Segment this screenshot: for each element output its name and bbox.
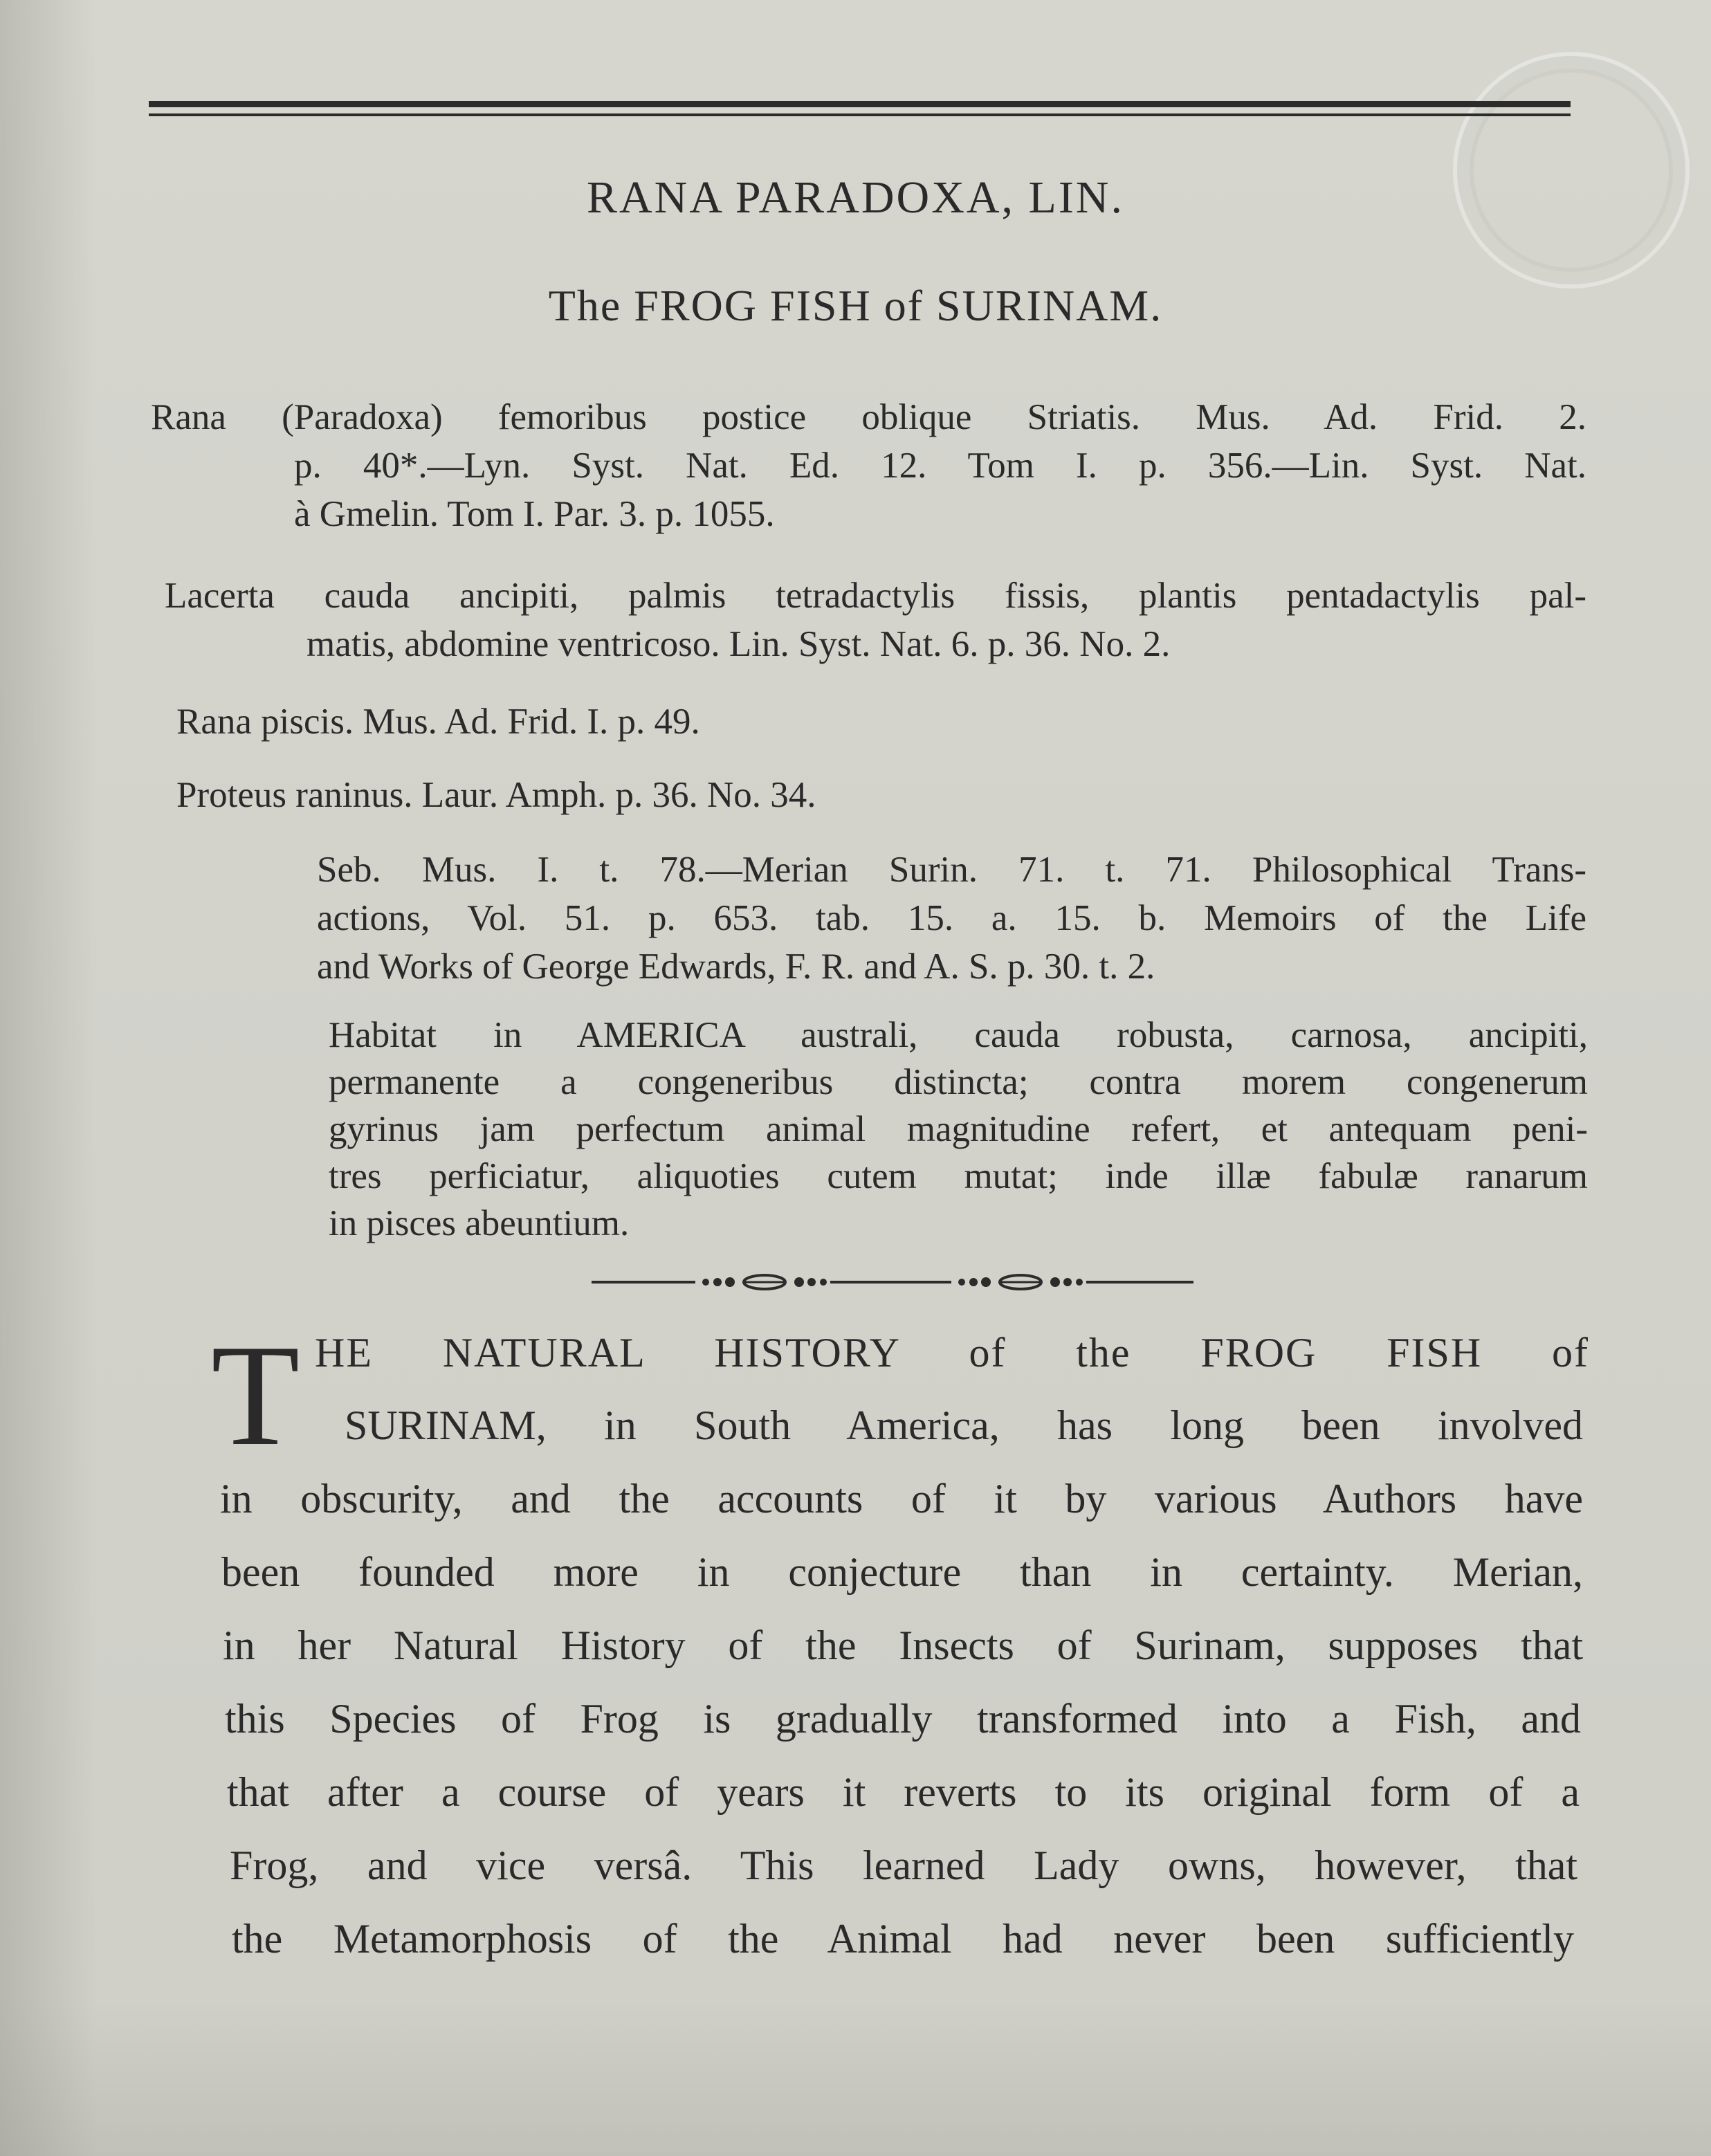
habitat-line: permanente a congeneribus distincta; contra morem congenerum: [329, 1062, 1588, 1102]
synonym-line: matis, abdomine ventricoso. Lin. Syst. Nat. 6. p. 36. No. 2.: [306, 624, 1171, 664]
synonym-line: à Gmelin. Tom I. Par. 3. p. 1055.: [294, 494, 775, 534]
body-line-4: been founded more in conjecture than in certainty. Merian,: [221, 1549, 1583, 1595]
synonym-line: Proteus raninus. Laur. Amph. p. 36. No. 34.: [176, 775, 816, 815]
synonym-entry-proteus: [176, 771, 1283, 819]
body-line-5: in her Natural History of the Insects of Surinam, supposes that: [223, 1623, 1583, 1668]
synonym-line: and Works of George Edwards, F. R. and A. S. p. 30. t. 2.: [317, 947, 1155, 987]
habitat-paragraph: [329, 1012, 1588, 1247]
habitat-line: Habitat in AMERICA australi, cauda robusta, carnosa, ancipiti,: [329, 1015, 1588, 1055]
synonym-entry-rana-paradoxa-cont: [294, 441, 1586, 538]
synonym-line: Seb. Mus. I. t. 78.—Merian Surin. 71. t. 71. Philosophical Trans-: [317, 850, 1586, 890]
habitat-line: in pisces abeuntium.: [329, 1203, 630, 1243]
body-line-1: HE NATURAL HISTORY of the FROG FISH of: [315, 1330, 1589, 1376]
header-rule-thick: [149, 101, 1571, 107]
page-subtitle: The FROG FISH of SURINAM.: [548, 281, 1163, 330]
body-line-7: that after a course of years it reverts to its original form of a: [227, 1769, 1580, 1815]
synonym-entry-rana-piscis: [176, 697, 1145, 746]
body-line-2: SURINAM, in South America, has long been involved: [345, 1403, 1583, 1448]
synonym-entry-references: [317, 846, 1586, 991]
synonym-line: p. 40*.—Lyn. Syst. Nat. Ed. 12. Tom I. p. 356.—Lin. Syst. Nat.: [294, 446, 1586, 486]
synonym-entry-lacerta: [165, 572, 1586, 620]
habitat-line: tres perficiatur, aliquoties cutem mutat; inde illæ fabulæ ranarum: [329, 1156, 1588, 1196]
embossed-seal-icon: [1453, 52, 1690, 289]
body-line-6: this Species of Frog is gradually transformed into a Fish, and: [225, 1696, 1581, 1742]
habitat-line: gyrinus jam perfectum animal magnitudine refert, et antequam peni-: [329, 1109, 1588, 1149]
drop-cap: T: [211, 1315, 300, 1476]
header-double-rule: [149, 101, 1571, 119]
body-line-9: the Metamorphosis of the Animal had never been sufficiently: [232, 1916, 1574, 1962]
synonym-entry-rana-paradoxa: [151, 393, 1586, 441]
page-shadow-bottom: [0, 2004, 1711, 2156]
ornament-divider-icon: [592, 1272, 1193, 1292]
body-line-8: Frog, and vice versâ. This learned Lady owns, however, that: [230, 1843, 1577, 1888]
page-title: RANA PARADOXA, LIN.: [587, 172, 1124, 223]
synonym-line: Lacerta cauda ancipiti, palmis tetradactylis fissis, plantis pentadactylis pal-: [165, 576, 1586, 616]
synonym-line: Rana piscis. Mus. Ad. Frid. I. p. 49.: [176, 702, 700, 742]
synonym-line: actions, Vol. 51. p. 653. tab. 15. a. 15. b. Memoirs of the Life: [317, 898, 1586, 938]
header-rule-thin: [149, 113, 1571, 116]
body-line-3: in obscurity, and the accounts of it by various Authors have: [220, 1476, 1583, 1522]
synonym-line: Rana (Paradoxa) femoribus postice oblique Striatis. Mus. Ad. Frid. 2.: [151, 397, 1586, 437]
synonym-entry-lacerta-cont: [306, 620, 1573, 668]
